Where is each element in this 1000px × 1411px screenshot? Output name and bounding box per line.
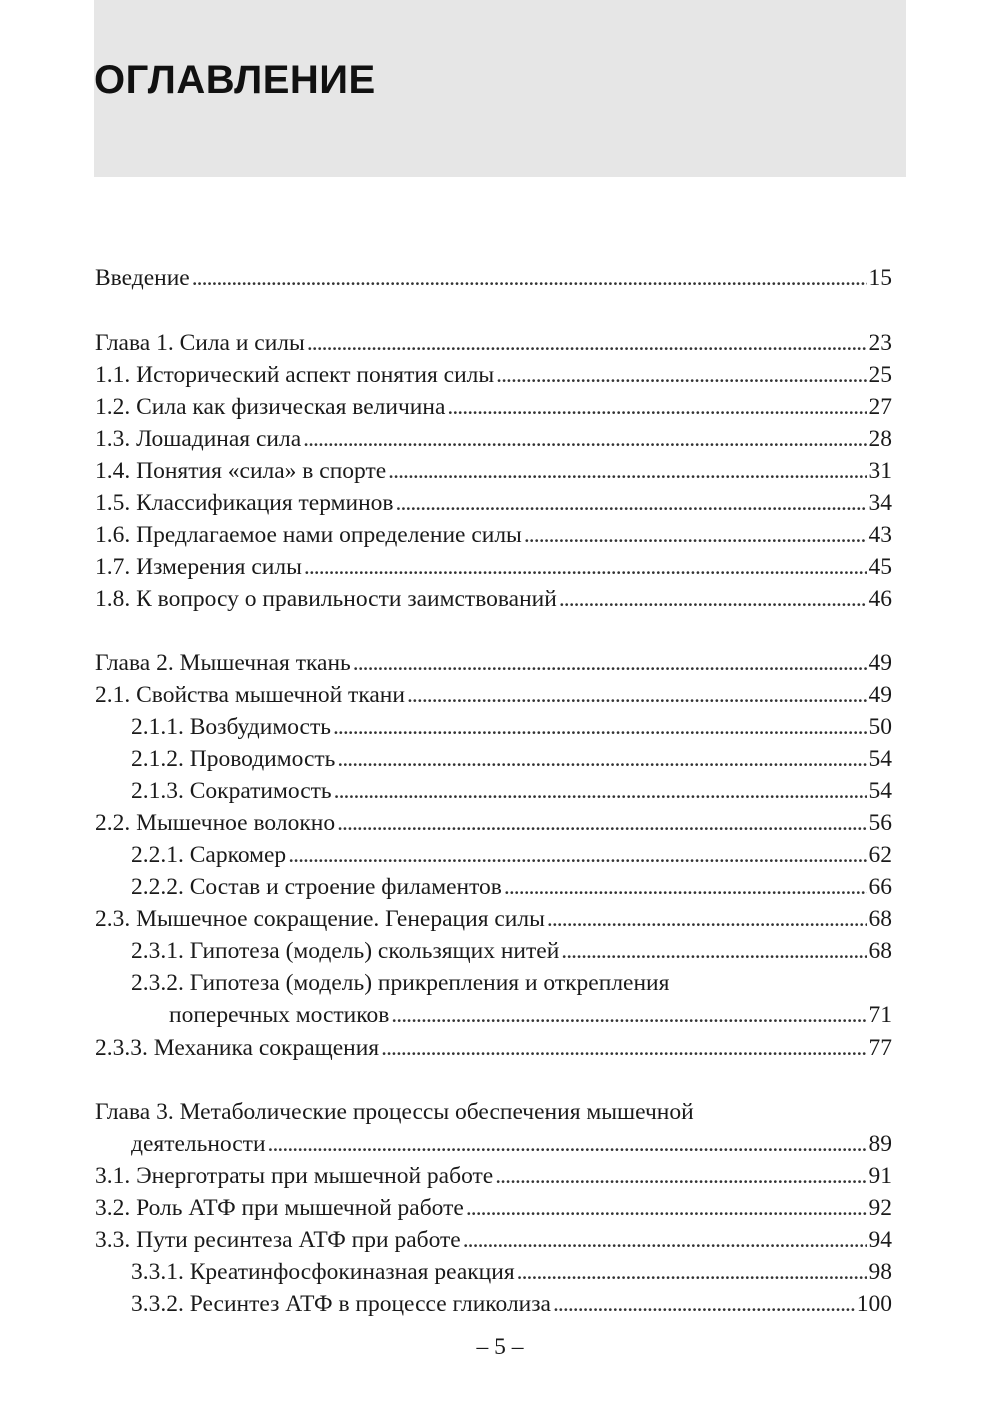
toc-entry-title: 2.2.2. Состав и строение филаментов bbox=[131, 874, 502, 900]
toc-entry-title: 1.1. Исторический аспект понятия силы bbox=[95, 362, 495, 388]
toc-entry-page: 68 bbox=[868, 938, 892, 964]
toc-entry-title: 1.5. Классификация терминов bbox=[95, 490, 394, 516]
toc-entry bbox=[95, 263, 892, 293]
toc-leader bbox=[495, 1161, 866, 1191]
toc-entry bbox=[131, 936, 892, 966]
toc-entry bbox=[95, 456, 892, 486]
toc-entry-page: 23 bbox=[868, 330, 892, 356]
toc-entry bbox=[95, 1161, 892, 1191]
toc-leader bbox=[337, 744, 866, 774]
toc-entry bbox=[131, 872, 892, 902]
toc-entry-title: 2.2. Мышечное волокно bbox=[95, 810, 336, 836]
toc-entry bbox=[131, 776, 892, 806]
toc-entry-title: деятельности bbox=[131, 1131, 266, 1157]
toc-entry-page: 71 bbox=[868, 1002, 892, 1028]
toc-leader bbox=[381, 1033, 866, 1063]
toc-entry-title: 2.3.3. Механика сокращения bbox=[95, 1035, 380, 1061]
toc-entry bbox=[131, 1257, 892, 1287]
toc-entry-title: 2.1.3. Сократимость bbox=[131, 778, 332, 804]
toc-entry bbox=[131, 744, 892, 774]
toc-leader bbox=[547, 904, 867, 934]
toc-entry-title: 2.2.1. Саркомер bbox=[131, 842, 287, 868]
toc-entry-page: 50 bbox=[868, 714, 892, 740]
toc-entry-page: 92 bbox=[868, 1195, 892, 1221]
toc-leader bbox=[517, 1257, 867, 1287]
toc-entry-title: Глава 3. Метаболические процессы обеспечения мышечной bbox=[95, 1099, 694, 1125]
toc-entry bbox=[169, 1000, 892, 1030]
toc-leader bbox=[466, 1193, 867, 1223]
toc-entry-title: 1.6. Предлагаемое нами определение силы bbox=[95, 522, 522, 548]
toc-entry bbox=[95, 360, 892, 390]
toc-entry bbox=[131, 1289, 892, 1319]
toc-entry-page: 94 bbox=[868, 1227, 892, 1253]
toc-entry-page: 77 bbox=[868, 1035, 892, 1061]
toc-entry bbox=[95, 1033, 892, 1063]
toc-leader bbox=[268, 1129, 867, 1159]
toc-leader bbox=[553, 1289, 855, 1319]
toc-entry bbox=[95, 328, 892, 358]
toc-entry bbox=[131, 968, 892, 998]
toc-entry-title: 2.1.1. Возбудимость bbox=[131, 714, 331, 740]
toc-leader bbox=[303, 424, 866, 454]
page-number: – 5 – bbox=[476, 1334, 524, 1360]
toc-leader bbox=[353, 648, 867, 678]
toc-entry bbox=[95, 648, 892, 678]
toc-leader bbox=[192, 263, 867, 293]
toc-entry-page: 54 bbox=[868, 746, 892, 772]
toc-entry-title: 3.3. Пути ресинтеза АТФ при работе bbox=[95, 1227, 461, 1253]
toc-leader bbox=[463, 1225, 867, 1255]
toc-entry-page: 31 bbox=[868, 458, 892, 484]
toc-entry bbox=[131, 712, 892, 742]
toc-entry-title: 1.7. Измерения силы bbox=[95, 554, 302, 580]
toc-entry bbox=[95, 808, 892, 838]
toc-entry-title: 2.3.2. Гипотеза (модель) прикрепления и открепления bbox=[131, 970, 670, 996]
toc-leader bbox=[388, 456, 866, 486]
toc-entry-page: 66 bbox=[868, 874, 892, 900]
toc-entry-title: 3.2. Роль АТФ при мышечной работе bbox=[95, 1195, 464, 1221]
toc-entry-title: 2.1.2. Проводимость bbox=[131, 746, 336, 772]
toc-entry-page: 68 bbox=[868, 906, 892, 932]
toc-entry-title: 1.4. Понятия «сила» в спорте bbox=[95, 458, 387, 484]
toc-entry bbox=[95, 488, 892, 518]
toc-entry-page: 100 bbox=[856, 1291, 892, 1317]
toc-leader bbox=[334, 776, 867, 806]
toc-leader bbox=[504, 872, 867, 902]
toc-entry bbox=[95, 392, 892, 422]
toc-leader bbox=[447, 392, 866, 422]
toc-entry-title: 2.1. Свойства мышечной ткани bbox=[95, 682, 405, 708]
toc-entry bbox=[131, 1129, 892, 1159]
toc-leader bbox=[407, 680, 867, 710]
toc-entry-title: 3.1. Энерготраты при мышечной работе bbox=[95, 1163, 494, 1189]
toc-leader bbox=[288, 840, 866, 870]
toc-entry-page: 91 bbox=[868, 1163, 892, 1189]
toc-entry-page: 28 bbox=[868, 426, 892, 452]
toc-entry-title: 3.3.1. Креатинфосфокиназная реакция bbox=[131, 1259, 515, 1285]
toc-leader bbox=[307, 328, 867, 358]
toc-entry-title: Глава 1. Сила и силы bbox=[95, 330, 305, 356]
toc-entry bbox=[95, 552, 892, 582]
toc-leader bbox=[561, 936, 866, 966]
toc-entry-page: 43 bbox=[868, 522, 892, 548]
toc-entry-title: 1.2. Сила как физическая величина bbox=[95, 394, 446, 420]
toc-entry-title: 1.8. К вопросу о правильности заимствований bbox=[95, 586, 557, 612]
toc-entry bbox=[95, 680, 892, 710]
toc-entry-page: 34 bbox=[868, 490, 892, 516]
toc-leader bbox=[559, 584, 867, 614]
toc-entry bbox=[95, 424, 892, 454]
toc-entry-title: поперечных мостиков bbox=[169, 1002, 390, 1028]
toc-entry bbox=[95, 904, 892, 934]
toc-entry-title: 3.3.2. Ресинтез АТФ в процессе гликолиза bbox=[131, 1291, 551, 1317]
toc-entry-page: 46 bbox=[868, 586, 892, 612]
toc-entry bbox=[95, 584, 892, 614]
toc-entry-page: 49 bbox=[868, 650, 892, 676]
toc-entry-title: 1.3. Лошадиная сила bbox=[95, 426, 302, 452]
toc-leader bbox=[337, 808, 866, 838]
toc-leader bbox=[304, 552, 867, 582]
toc-entry-title: Введение bbox=[95, 265, 190, 291]
toc-leader bbox=[524, 520, 867, 550]
page-title: ОГЛАВЛЕНИЕ bbox=[94, 58, 376, 102]
toc-leader bbox=[333, 712, 867, 742]
toc-entry bbox=[95, 520, 892, 550]
toc-entry-page: 15 bbox=[868, 265, 892, 291]
toc-entry-page: 89 bbox=[868, 1131, 892, 1157]
toc-entry bbox=[95, 1097, 892, 1127]
toc-entry bbox=[95, 1193, 892, 1223]
toc-entry-title: 2.3. Мышечное сокращение. Генерация силы bbox=[95, 906, 545, 932]
toc-entry bbox=[131, 840, 892, 870]
toc-entry-page: 49 bbox=[868, 682, 892, 708]
toc-entry-page: 54 bbox=[868, 778, 892, 804]
toc-entry-page: 56 bbox=[868, 810, 892, 836]
toc-entry-page: 45 bbox=[868, 554, 892, 580]
toc-leader bbox=[396, 488, 867, 518]
toc-entry-page: 98 bbox=[868, 1259, 892, 1285]
toc-entry-page: 25 bbox=[868, 362, 892, 388]
toc-leader bbox=[391, 1000, 866, 1030]
toc-entry bbox=[95, 1225, 892, 1255]
toc-entry-title: 2.3.1. Гипотеза (модель) скользящих нитей bbox=[131, 938, 560, 964]
toc-entry-page: 27 bbox=[868, 394, 892, 420]
toc-entry-page: 62 bbox=[868, 842, 892, 868]
toc-leader bbox=[496, 360, 866, 390]
toc-entry-title: Глава 2. Мышечная ткань bbox=[95, 650, 351, 676]
